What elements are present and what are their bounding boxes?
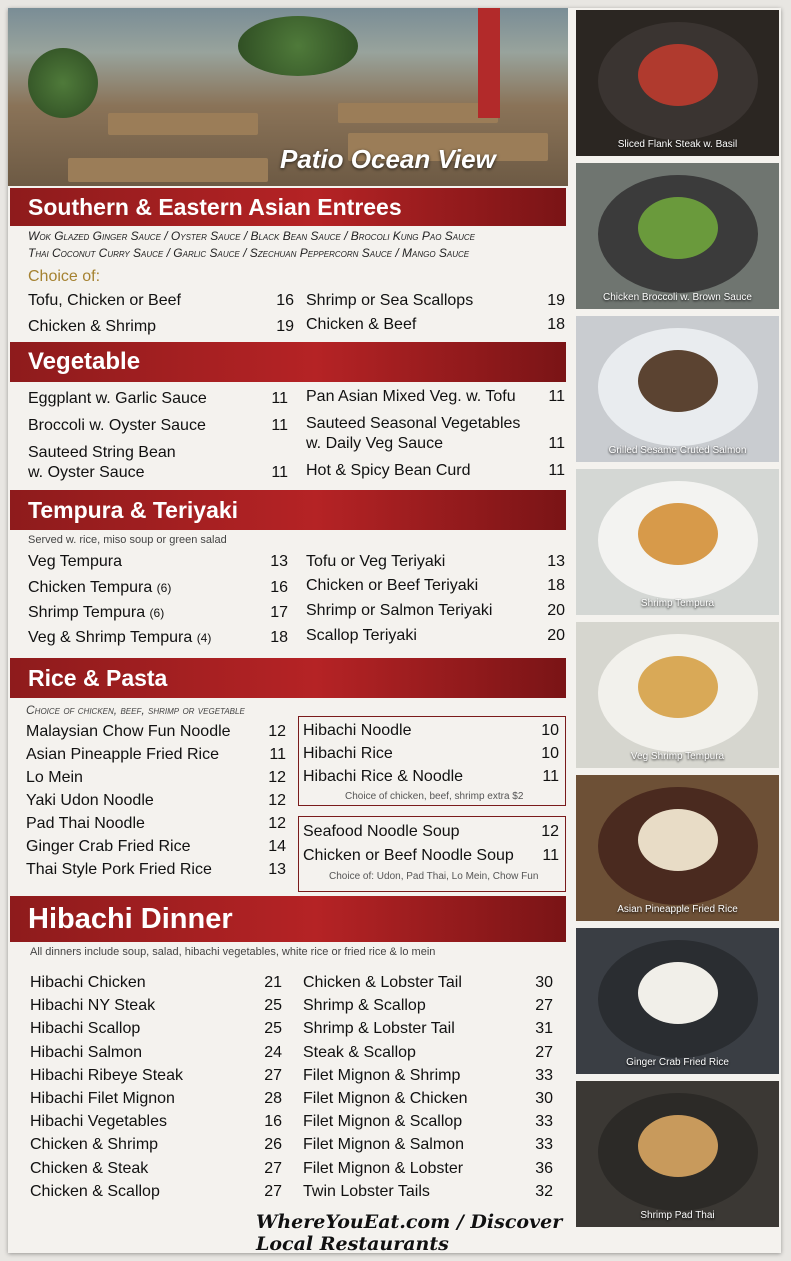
menu-item-price: 16 [264, 1113, 282, 1131]
menu-item-price: 25 [264, 997, 282, 1015]
menu-item-price: 24 [264, 1043, 282, 1061]
section-banner-hibachi [10, 896, 566, 942]
menu-item-name: Hibachi NY Steak [30, 997, 156, 1015]
menu-item-name: Steak & Scallop [303, 1043, 416, 1061]
food-photo [576, 469, 779, 615]
menu-item-price: 13 [547, 553, 565, 570]
choice-label: Choice of: [28, 268, 101, 285]
box-note: Choice of: Udon, Pad Thai, Lo Mein, Chow Fun [329, 871, 539, 882]
menu-item-price: 17 [270, 604, 288, 621]
menu-item-name: Hibachi Noodle [303, 722, 412, 739]
menu-item-name: Twin Lobster Tails [303, 1182, 430, 1200]
menu-item-price: 33 [535, 1113, 553, 1131]
photo-caption: Sliced Flank Steak w. Basil [617, 139, 738, 150]
food-photo [576, 775, 779, 921]
menu-item-name [28, 604, 164, 622]
photo-caption: Veg Shrimp Tempura [630, 751, 725, 762]
photo-caption: Grilled Sesame Cruted Salmon [608, 445, 747, 456]
menu-item-name: Chicken & Lobster Tail [303, 974, 462, 991]
table-shape [68, 158, 268, 182]
menu-item-price: 11 [542, 847, 559, 864]
menu-item-name: Sauteed Seasonal Vegetables [306, 415, 521, 432]
item-qty: (4) [196, 631, 212, 645]
section-banner-tempura [10, 490, 566, 530]
food-photo [576, 622, 779, 768]
section-title: Vegetable [28, 348, 141, 375]
photo-caption: Chicken Broccoli w. Brown Sauce [603, 292, 752, 303]
menu-item-price: 18 [547, 316, 565, 333]
menu-item-name: Asian Pineapple Fried Rice [26, 746, 219, 763]
menu-item-price: 12 [268, 769, 286, 786]
sauce-line: Thai Coconut Curry Sauce / Garlic Sauce / Szechuan Peppercorn Sauce / Mango Sauce [28, 246, 470, 260]
menu-item-price: 32 [535, 1182, 553, 1200]
menu-item-price: 25 [264, 1020, 282, 1038]
section-banner-asian [10, 188, 566, 226]
menu-item-price: 11 [271, 464, 288, 481]
menu-item-price: 27 [264, 1066, 282, 1084]
section-title: Southern & Eastern Asian Entrees [28, 193, 402, 220]
footer-watermark: WhereYouEat.com / Discover Local Restaurants [256, 1211, 563, 1253]
item-name-text: Shrimp Tempura [28, 604, 146, 621]
menu-item-name: Lo Mein [26, 769, 83, 786]
menu-item-price: 13 [270, 553, 288, 570]
menu-item-name: Ginger Crab Fried Rice [26, 838, 191, 855]
food-shape [638, 503, 718, 565]
menu-item-name [28, 579, 171, 597]
menu-item-name-line2: w. Daily Veg Sauce [306, 435, 443, 452]
menu-item-price: 13 [268, 861, 286, 878]
photo-column [574, 8, 781, 1253]
photo-caption: Ginger Crab Fried Rice [626, 1057, 729, 1068]
food-shape [638, 197, 718, 259]
food-photo [576, 928, 779, 1074]
menu-item-price: 21 [264, 974, 282, 991]
menu-item-name-line2: w. Oyster Sauce [28, 464, 145, 481]
food-shape [638, 44, 718, 106]
menu-item-price: 16 [270, 579, 288, 596]
menu-item-price: 19 [276, 318, 294, 335]
menu-item-price: 12 [541, 823, 559, 840]
menu-item-price: 36 [535, 1159, 553, 1177]
menu-item-name: Chicken & Shrimp [30, 1136, 159, 1154]
hibachi-noodle-box [298, 716, 566, 806]
food-shape [638, 656, 718, 718]
item-name-text: Veg & Shrimp Tempura [28, 629, 193, 646]
photo-caption: Patio Ocean View [280, 144, 496, 174]
menu-item-name: Shrimp & Scallop [303, 997, 426, 1015]
menu-item-name: Hibachi Salmon [30, 1043, 143, 1061]
item-qty: (6) [156, 581, 172, 595]
menu-item-price: 20 [547, 602, 565, 619]
menu-item-name: Hibachi Scallop [30, 1020, 141, 1038]
menu-item-name: Eggplant w. Garlic Sauce [28, 390, 207, 407]
menu-item-price: 18 [270, 629, 288, 646]
menu-item-price: 11 [271, 390, 288, 407]
menu-item-name: Pad Thai Noodle [26, 815, 145, 832]
menu-item-name: Tofu or Veg Teriyaki [306, 553, 446, 570]
menu-item-price: 27 [535, 1043, 553, 1061]
menu-item-price: 30 [535, 974, 553, 991]
menu-item-name: Filet Mignon & Shrimp [303, 1066, 461, 1084]
section-banner-rice [10, 658, 566, 698]
menu-item-name: Hibachi Rice & Noodle [303, 768, 464, 785]
plant-shape [28, 48, 98, 118]
food-shape [638, 350, 718, 412]
menu-item-price: 10 [541, 745, 559, 762]
menu-item-name: Tofu, Chicken or Beef [28, 292, 181, 309]
menu-item-name: Seafood Noodle Soup [303, 823, 460, 840]
plant-shape [238, 16, 358, 76]
photo-caption: Shrimp Pad Thai [640, 1210, 715, 1221]
menu-item-name: Malaysian Chow Fun Noodle [26, 723, 231, 740]
section-note: Served w. rice, miso soup or green salad [28, 534, 227, 546]
menu-item-name: Shrimp or Sea Scallops [306, 292, 474, 309]
section-note: Choice of chicken, beef, shrimp or vegetable [26, 703, 245, 717]
menu-item-price: 11 [548, 435, 565, 452]
food-photo [576, 1081, 779, 1227]
noodle-soup-box [298, 816, 566, 892]
menu-item-name: Chicken & Beef [306, 316, 417, 333]
menu-item-name: Pan Asian Mixed Veg. w. Tofu [306, 388, 516, 405]
menu-item-name: Hibachi Chicken [30, 974, 146, 991]
sauce-list [28, 228, 568, 262]
menu-item-name: Filet Mignon & Salmon [303, 1136, 464, 1154]
menu-item-name [28, 629, 211, 647]
menu-item-name: Filet Mignon & Scallop [303, 1113, 463, 1131]
section-title: Hibachi Dinner [28, 902, 233, 935]
menu-item-name: Hibachi Rice [303, 745, 393, 762]
menu-item-price: 19 [547, 292, 565, 309]
menu-item-name: Hot & Spicy Bean Curd [306, 462, 471, 479]
item-name-text: Chicken Tempura [28, 579, 153, 596]
menu-item-price: 11 [269, 746, 286, 763]
menu-item-name: Hibachi Vegetables [30, 1113, 167, 1131]
menu-item-name: Chicken & Scallop [30, 1182, 160, 1200]
menu-item-name: Hibachi Ribeye Steak [30, 1066, 183, 1084]
table-shape [338, 103, 498, 123]
photo-caption: Shrimp Tempura [640, 598, 715, 609]
menu-item-name: Chicken or Beef Teriyaki [306, 577, 479, 594]
section-note: All dinners include soup, salad, hibachi vegetables, white rice or fried rice & lo mein [30, 946, 436, 958]
menu-item-price: 33 [535, 1136, 553, 1154]
menu-item-price: 12 [268, 815, 286, 832]
photo-caption: Asian Pineapple Fried Rice [617, 904, 738, 915]
table-shape [108, 113, 258, 135]
menu-item-price: 31 [535, 1020, 553, 1038]
menu-item-name: Broccoli w. Oyster Sauce [28, 417, 206, 434]
section-title: Rice & Pasta [28, 664, 168, 691]
menu-item-name: Chicken & Shrimp [28, 318, 157, 335]
menu-item-name: Sauteed String Bean [28, 444, 176, 461]
menu-item-price: 11 [271, 417, 288, 434]
menu-item-name: Filet Mignon & Lobster [303, 1159, 464, 1177]
menu-item-name: Veg Tempura [28, 553, 122, 570]
menu-item-name: Thai Style Pork Fried Rice [26, 861, 212, 878]
menu-item-price: 11 [548, 462, 565, 479]
menu-item-price: 16 [276, 292, 294, 309]
menu-item-price: 33 [535, 1066, 553, 1084]
menu-item-price: 18 [547, 577, 565, 594]
food-photo [576, 10, 779, 156]
menu-item-name: Shrimp & Lobster Tail [303, 1020, 455, 1038]
menu-item-name: Yaki Udon Noodle [26, 792, 154, 809]
menu-item-price: 12 [268, 723, 286, 740]
food-photo [576, 163, 779, 309]
menu-item-price: 26 [264, 1136, 282, 1154]
menu-left-column [8, 8, 570, 1253]
patio-photo [8, 8, 568, 186]
menu-item-name: Hibachi Filet Mignon [30, 1090, 175, 1107]
food-photo [576, 316, 779, 462]
food-shape [638, 809, 718, 871]
menu-item-price: 20 [547, 627, 565, 644]
menu-item-price: 28 [264, 1090, 282, 1107]
section-title: Tempura & Teriyaki [28, 496, 239, 523]
post-shape [478, 8, 500, 118]
menu-item-name: Scallop Teriyaki [306, 627, 417, 644]
menu-page [8, 8, 781, 1253]
menu-item-name: Chicken or Beef Noodle Soup [303, 847, 514, 864]
box-note: Choice of chicken, beef, shrimp extra $2 [345, 791, 524, 802]
menu-item-price: 10 [541, 722, 559, 739]
item-qty: (6) [149, 606, 165, 620]
food-shape [638, 962, 718, 1024]
menu-item-price: 11 [548, 388, 565, 405]
menu-item-price: 27 [535, 997, 553, 1015]
menu-item-price: 27 [264, 1182, 282, 1200]
menu-item-name: Shrimp or Salmon Teriyaki [306, 602, 493, 619]
menu-item-name: Chicken & Steak [30, 1159, 149, 1177]
menu-item-name: Filet Mignon & Chicken [303, 1090, 468, 1107]
menu-item-price: 30 [535, 1090, 553, 1107]
menu-item-price: 11 [542, 768, 559, 785]
menu-item-price: 14 [268, 838, 286, 855]
sauce-line: Wok Glazed Ginger Sauce / Oyster Sauce / Black Bean Sauce / Brocoli Kung Pao Sauce [28, 229, 475, 243]
menu-item-price: 12 [268, 792, 286, 809]
section-banner-vegetable [10, 342, 566, 382]
food-shape [638, 1115, 718, 1177]
menu-item-price: 27 [264, 1159, 282, 1177]
